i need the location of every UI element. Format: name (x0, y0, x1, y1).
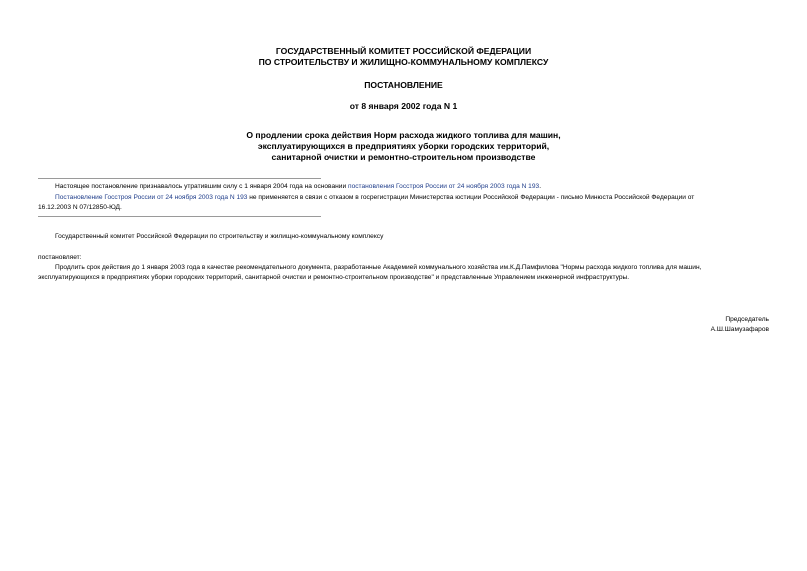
note-divider-top (38, 178, 321, 179)
status-note-2 (55, 193, 694, 203)
signatory-name: А.Ш.Шамузафаров (710, 326, 769, 333)
status-note-2-continuation: 16.12.2003 N 07/12850-ЮД. (38, 204, 122, 211)
authority-line-2: ПО СТРОИТЕЛЬСТВУ И ЖИЛИЩНО-КОММУНАЛЬНОМУ КОМПЛЕКСУ (258, 57, 549, 67)
status-note-1-end: . (539, 183, 542, 190)
status-note-2-text: не применяется в связи с отказом в госрегистрации Министерства юстиции Российской Федерации - письмо Минюста Российской Федерации от (247, 194, 695, 201)
authority-line-1: ГОСУДАРСТВЕННЫЙ КОМИТЕТ РОССИЙСКОЙ ФЕДЕРАЦИИ (275, 46, 532, 56)
status-note-1-link[interactable]: постановления Госстроя России от 24 ноября 2003 года N 193 (348, 183, 540, 190)
document-date-number: от 8 января 2002 года N 1 (349, 101, 458, 111)
document-type: ПОСТАНОВЛЕНИЕ (364, 80, 443, 90)
status-note-2-link[interactable]: Постановление Госстроя России от 24 ноября 2003 года N 193 (55, 194, 248, 201)
document-title (0, 130, 807, 163)
issuer-statement: Государственный комитет Российской Федерации по строительству и жилищно-коммунальному комплексу (55, 233, 384, 240)
signatory-title: Председатель (725, 316, 769, 323)
issuing-authority (0, 46, 807, 68)
title-line-3: санитарной очистки и ремонтно-строительном производстве (271, 152, 536, 162)
title-line-1: О продлении срока действия Норм расхода жидкого топлива для машин, (246, 130, 561, 140)
resolution-paragraph-line-1: Продлить срок действия до 1 января 2003 года в качестве рекомендательного документа, разработанные Академией коммунального хозяйства им.К.Д.Памфилова "Нормы расхода жидкого топлива для машин, (55, 264, 702, 271)
status-note-1-text: Настоящее постановление признавалось утратившим силу с 1 января 2004 года на основании (55, 183, 348, 190)
note-divider-bottom (38, 216, 321, 217)
status-note-1 (55, 182, 541, 192)
title-line-2: эксплуатирующихся в предприятиях уборки городских территорий, (257, 141, 550, 151)
resolution-paragraph-line-2: эксплуатирующихся в предприятиях уборки городских территорий, санитарной очистки и ремонтно-строительном производстве" и представленные Управлением инженерной инфраструктуры. (38, 274, 630, 281)
resolves-word: постановляет: (38, 254, 82, 261)
